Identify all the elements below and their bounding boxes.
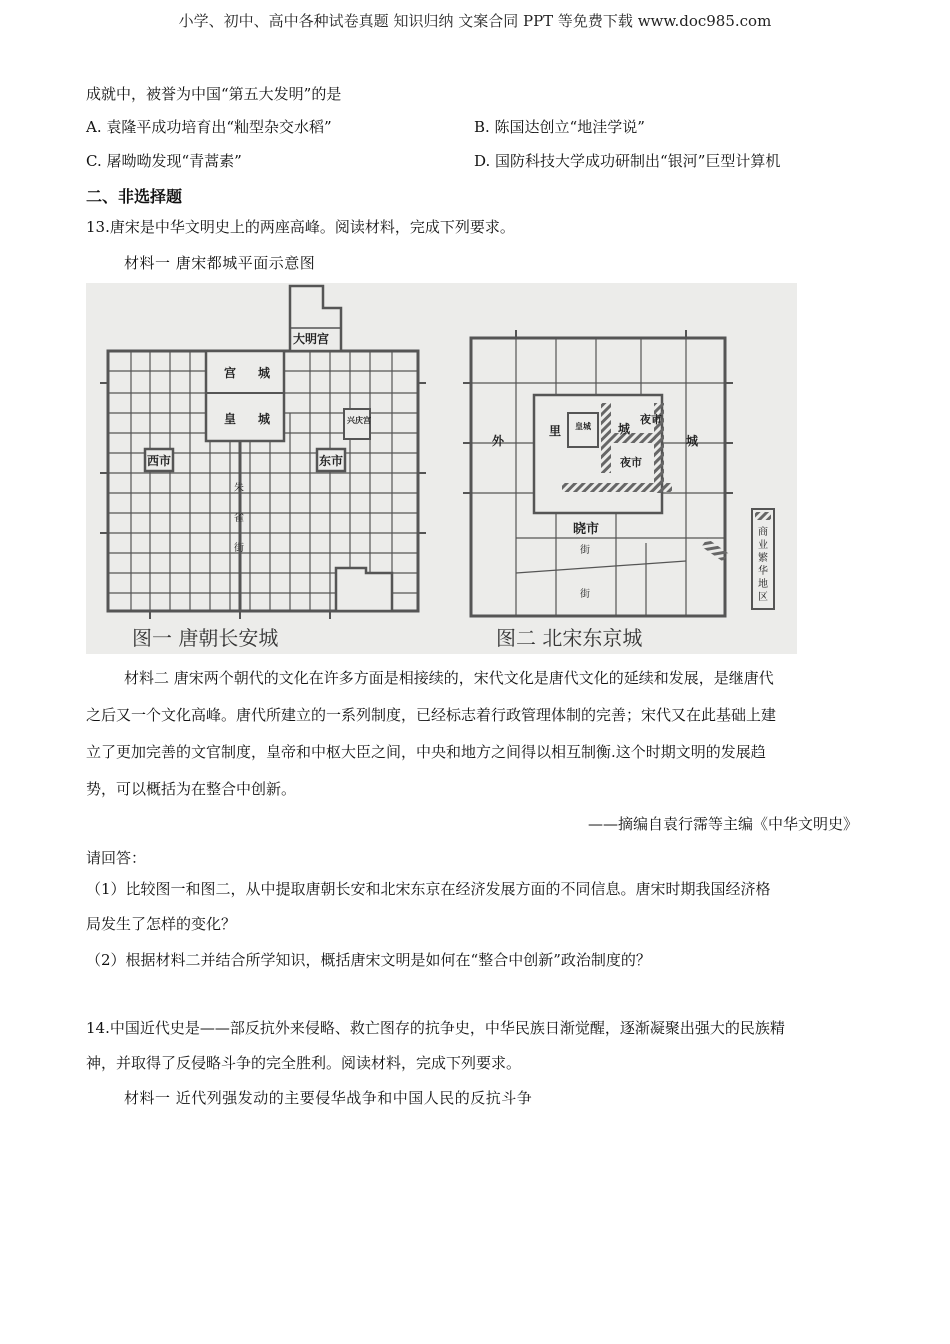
label-xishi: 西市 — [147, 454, 172, 468]
q14-stem-line-1: 14.中国近代史是——部反抗外来侵略、救亡图存的抗争史，中华民族日渐觉醒，逐渐凝聚出强大的民族精 — [86, 1019, 785, 1037]
label-jie-1: 街 — [580, 545, 590, 556]
q13-sub2: （2）根据材料二并结合所学知识，概括唐宋文明是如何在“整合中创新”政治制度的？ — [86, 951, 651, 969]
label-huangcheng: 皇城 — [575, 422, 591, 431]
q13-material2-line-1: 材料二 唐宋两个朝代的文化在许多方面是相接续的，宋代文化是唐代文化的延续和发展，是继唐代 — [124, 669, 774, 687]
label-que: 雀 — [234, 513, 244, 524]
q13-sub1-line-2: 局发生了怎样的变化？ — [86, 915, 237, 933]
page-header: 小学、初中、高中各种试卷真题 知识归纳 文案合同 PPT 等免费下载 www.doc985.com — [178, 12, 772, 30]
label-wai: 外 — [492, 434, 505, 448]
label-xingqinggong: 兴庆宫 — [347, 416, 371, 425]
q13-ask: 请回答： — [86, 849, 147, 867]
q12-option-d: D. 国防科技大学成功研制出“银河”巨型计算机 — [474, 152, 781, 170]
q13-material2-line-4: 势，可以概括为在整合中创新。 — [86, 780, 297, 798]
label-outer-cheng: 城 — [686, 434, 699, 448]
city-plan-svg — [86, 283, 797, 654]
label-li: 里 — [549, 424, 562, 438]
label-jie-2: 街 — [580, 589, 590, 600]
fig2-caption: 图二 北宋东京城 — [496, 626, 643, 650]
label-yeshi-1: 夜市 — [640, 413, 662, 426]
legend-text: 商业繁华地区 — [758, 527, 768, 603]
fig1-caption: 图一 唐朝长安城 — [132, 626, 279, 650]
label-huang: 皇 — [224, 412, 237, 426]
q13-material2-line-3: 立了更加完善的文官制度，皇帝和中枢大臣之间，中央和地方之间得以相互制衡.这个时期文明的发展趋 — [86, 743, 766, 761]
q12-option-b: B. 陈国达创立“地洼学说” — [474, 118, 645, 136]
q12-stem-tail: 成就中，被誉为中国“第五大发明”的是 — [86, 85, 342, 103]
section-title: 二、非选择题 — [86, 187, 183, 206]
label-inner-cheng: 城 — [618, 422, 631, 436]
q13-source: ——摘编自袁行霈等主编《中华文明史》 — [587, 815, 858, 833]
label-gong: 宫 — [224, 366, 237, 380]
q13-stem: 13.唐宋是中华文明史上的两座高峰。阅读材料，完成下列要求。 — [86, 218, 515, 236]
q12-option-c: C. 屠呦呦发现“青蒿素” — [86, 152, 242, 170]
label-daminggong: 大明宫 — [293, 332, 330, 346]
label-zhu: 朱 — [234, 483, 244, 494]
label-jie: 街 — [234, 543, 244, 554]
label-yeshi-2: 夜市 — [620, 456, 642, 469]
q14-material1-title: 材料一 近代列强发动的主要侵华战争和中国人民的反抗斗争 — [124, 1089, 533, 1107]
city-plan-figure — [86, 283, 797, 654]
label-huang-cheng: 城 — [258, 412, 271, 426]
q12-option-a: A. 袁隆平成功培育出“籼型杂交水稻” — [86, 118, 332, 136]
q14-stem-line-2: 神，并取得了反侵略斗争的完全胜利。阅读材料，完成下列要求。 — [86, 1054, 522, 1072]
label-xiaoshi: 晓市 — [573, 522, 600, 537]
label-dongshi: 东市 — [319, 454, 344, 468]
q13-sub1-line-1: （1）比较图一和图二，从中提取唐朝长安和北宋东京在经济发展方面的不同信息。唐宋时期我国经济格 — [86, 880, 771, 898]
q13-material2-line-2: 之后又一个文化高峰。唐代所建立的一系列制度，已经标志着行政管理体制的完善；宋代又在此基础上建 — [86, 706, 777, 724]
q13-material1-title: 材料一 唐宋都城平面示意图 — [124, 254, 316, 272]
label-gong-cheng: 城 — [258, 366, 271, 380]
